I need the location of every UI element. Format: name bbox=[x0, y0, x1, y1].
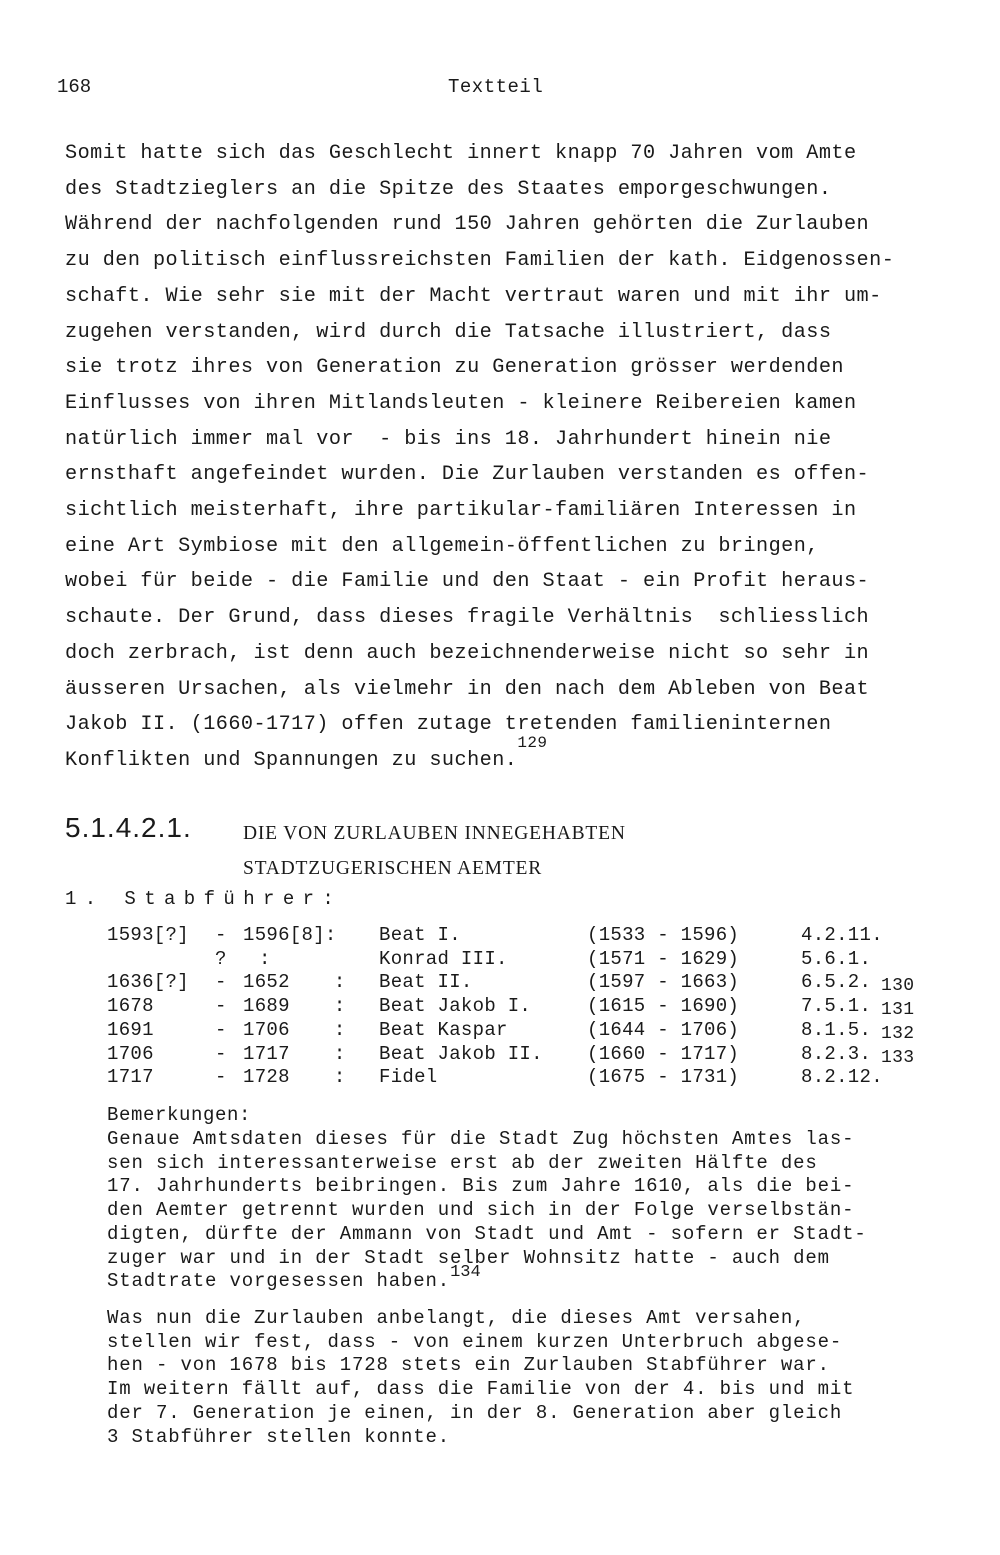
body-line: Während der nachfolgenden rund 150 Jahren gehörten die Zurlauben bbox=[65, 213, 870, 237]
table-row bbox=[107, 1066, 883, 1090]
life-dates: (1571 - 1629) bbox=[587, 947, 740, 970]
table-row bbox=[107, 995, 883, 1019]
footnote-marker: 130 bbox=[881, 976, 915, 997]
body-line: ernsthaft angefeindet wurden. Die Zurlauben verstanden es offen- bbox=[65, 463, 870, 487]
remarks-line: Genaue Amtsdaten dieses für die Stadt Zug höchsten Amtes las- bbox=[107, 1128, 855, 1150]
remarks-label: Bemerkungen: bbox=[107, 1104, 252, 1126]
section-title bbox=[243, 816, 626, 886]
holder-name: Konrad III. bbox=[379, 947, 508, 970]
holder-name: Beat Jakob I. bbox=[379, 995, 532, 1018]
start-year: 1717 bbox=[107, 1066, 154, 1089]
range-dash: - bbox=[215, 1018, 227, 1041]
remarks-paragraph-2 bbox=[107, 1307, 977, 1449]
holder-name: Beat II. bbox=[379, 971, 473, 994]
end-year: 1717 : bbox=[243, 1042, 346, 1065]
life-dates: (1675 - 1731) bbox=[587, 1066, 740, 1089]
remarks-line: Im weitern fällt auf, dass die Familie von der 4. bis und mit bbox=[107, 1378, 855, 1401]
holder-name: Beat Kaspar bbox=[379, 1018, 508, 1041]
remarks-line: sen sich interessanterweise erst ab der zweiten Hälfte des bbox=[107, 1151, 818, 1174]
genealogy-ref: 6.5.2. 130 bbox=[801, 971, 883, 995]
range-dash: - bbox=[215, 924, 227, 946]
body-line: des Stadtzieglers an die Spitze des Staates emporgeschwungen. bbox=[65, 177, 832, 201]
range-dash: - bbox=[215, 1042, 227, 1065]
remarks-line: Was nun die Zurlauben anbelangt, die dieses Amt versahen, bbox=[107, 1307, 806, 1329]
end-year: 1652 : bbox=[243, 971, 346, 994]
footnote-marker: 133 bbox=[881, 1047, 915, 1068]
start-year bbox=[107, 948, 215, 972]
body-line: sie trotz ihres von Generation zu Generation grösser werdenden bbox=[65, 356, 844, 380]
table-row bbox=[107, 1043, 883, 1067]
life-dates: (1644 - 1706) bbox=[587, 1018, 740, 1041]
section-number: 5.1.4.2.1. bbox=[65, 812, 192, 843]
start-year: 1678 bbox=[107, 995, 154, 1018]
body-line: sichtlich meisterhaft, ihre partikular-familiären Interessen in bbox=[65, 499, 857, 523]
remarks-line: 3 Stabführer stellen konnte. bbox=[107, 1425, 451, 1448]
remarks-line: digten, dürfte der Ammann von Stadt und Amt - sofern er Stadt- bbox=[107, 1222, 867, 1245]
footnote-marker: 132 bbox=[881, 1023, 915, 1044]
range-dash: ? bbox=[215, 947, 227, 970]
start-year: 1636[?] bbox=[107, 971, 189, 994]
footnote-marker: 134 bbox=[450, 1263, 481, 1283]
table-row bbox=[107, 1019, 883, 1043]
page-number: 168 bbox=[57, 76, 92, 98]
genealogy-ref: 8.1.5. 132 bbox=[801, 1019, 883, 1043]
start-year: 1691 bbox=[107, 1018, 154, 1041]
body-line bbox=[65, 733, 975, 780]
body-line: doch zerbrach, ist denn auch bezeichnenderweise nicht so sehr in bbox=[65, 641, 870, 665]
footnote-marker: 129 bbox=[517, 733, 548, 752]
section-title-line: DIE VON ZURLAUBEN INNEGEHABTEN bbox=[243, 823, 626, 844]
remarks-line: 17. Jahrhunderts beibringen. Bis zum Jahre 1610, als die bei- bbox=[107, 1175, 855, 1198]
life-dates: (1597 - 1663) bbox=[587, 971, 740, 994]
end-year: 1728 : bbox=[243, 1066, 346, 1089]
office-holders-table bbox=[107, 924, 915, 1090]
genealogy-ref: 4.2.11. bbox=[801, 924, 883, 946]
genealogy-ref: 8.2.3. 133 bbox=[801, 1043, 883, 1067]
body-line: zugehen verstanden, wird durch die Tatsache illustriert, dass bbox=[65, 320, 832, 344]
remarks-line: der 7. Generation je einen, in der 8. Generation aber gleich bbox=[107, 1401, 843, 1424]
body-last-line-text: Konflikten und Spannungen zu suchen. bbox=[65, 748, 518, 772]
section-title-line: STADTZUGERISCHEN AEMTER bbox=[243, 858, 543, 879]
end-year: 1706 : bbox=[243, 1018, 346, 1041]
body-line: Jakob II. (1660-1717) offen zutage tretenden familieninternen bbox=[65, 713, 832, 737]
remarks-line bbox=[107, 1263, 977, 1295]
table-row bbox=[107, 971, 883, 995]
body-line: natürlich immer mal vor - bis ins 18. Jahrhundert hinein nie bbox=[65, 427, 832, 451]
holder-name: Beat Jakob II. bbox=[379, 1042, 543, 1065]
holder-name: Beat I. bbox=[379, 924, 461, 946]
range-dash: - bbox=[215, 1066, 227, 1089]
genealogy-ref: 5.6.1. bbox=[801, 947, 872, 970]
body-line: Einflusses von ihren Mitlandsleuten - kleinere Reibereien kamen bbox=[65, 391, 857, 415]
remarks-line: den Aemter getrennt wurden und sich in der Folge verselbstän- bbox=[107, 1199, 855, 1222]
running-title: Textteil bbox=[448, 76, 544, 98]
table-row bbox=[107, 948, 883, 972]
body-paragraph bbox=[65, 136, 975, 780]
remarks-line: stellen wir fest, dass - von einem kurzen Unterbruch abgese- bbox=[107, 1330, 843, 1353]
range-dash: - bbox=[215, 971, 227, 994]
end-year: 1596[8]: bbox=[243, 924, 337, 946]
body-line: zu den politisch einflussreichsten Familien der kath. Eidgenossen- bbox=[65, 249, 895, 273]
body-line: Somit hatte sich das Geschlecht innert knapp 70 Jahren vom Amte bbox=[65, 142, 857, 165]
remarks-last-line-text: Stadtrate vorgesessen haben. bbox=[107, 1270, 451, 1293]
end-year: : bbox=[259, 947, 271, 970]
footnote-marker: 131 bbox=[881, 1000, 915, 1021]
life-dates: (1615 - 1690) bbox=[587, 995, 740, 1018]
remarks-line: zuger war und in der Stadt selber Wohnsitz hatte - auch dem bbox=[107, 1246, 830, 1269]
table-row bbox=[107, 924, 883, 948]
remarks-line: hen - von 1678 bis 1728 stets ein Zurlauben Stabführer war. bbox=[107, 1354, 830, 1377]
genealogy-ref: 8.2.12. bbox=[801, 1066, 883, 1089]
subheading-stabfuehrer: 1. Stabführer: bbox=[65, 888, 343, 910]
range-dash: - bbox=[215, 995, 227, 1018]
start-year: 1593[?] bbox=[107, 924, 189, 946]
start-year: 1706 bbox=[107, 1042, 154, 1065]
life-dates: (1533 - 1596) bbox=[587, 924, 740, 946]
end-year: 1689 : bbox=[243, 995, 346, 1018]
body-line: wobei für beide - die Familie und den Staat - ein Profit heraus- bbox=[65, 570, 870, 594]
body-line: schaute. Der Grund, dass dieses fragile Verhältnis schliesslich bbox=[65, 606, 870, 630]
body-line: eine Art Symbiose mit den allgemein-öffentlichen zu bringen, bbox=[65, 534, 819, 558]
remarks-paragraph-1 bbox=[107, 1128, 977, 1295]
body-line: äusseren Ursachen, als vielmehr in den nach dem Ableben von Beat bbox=[65, 677, 870, 701]
genealogy-ref: 7.5.1. 131 bbox=[801, 995, 883, 1019]
life-dates: (1660 - 1717) bbox=[587, 1042, 740, 1065]
holder-name: Fidel bbox=[379, 1066, 438, 1089]
body-line: schaft. Wie sehr sie mit der Macht vertraut waren und mit ihr um- bbox=[65, 284, 882, 308]
